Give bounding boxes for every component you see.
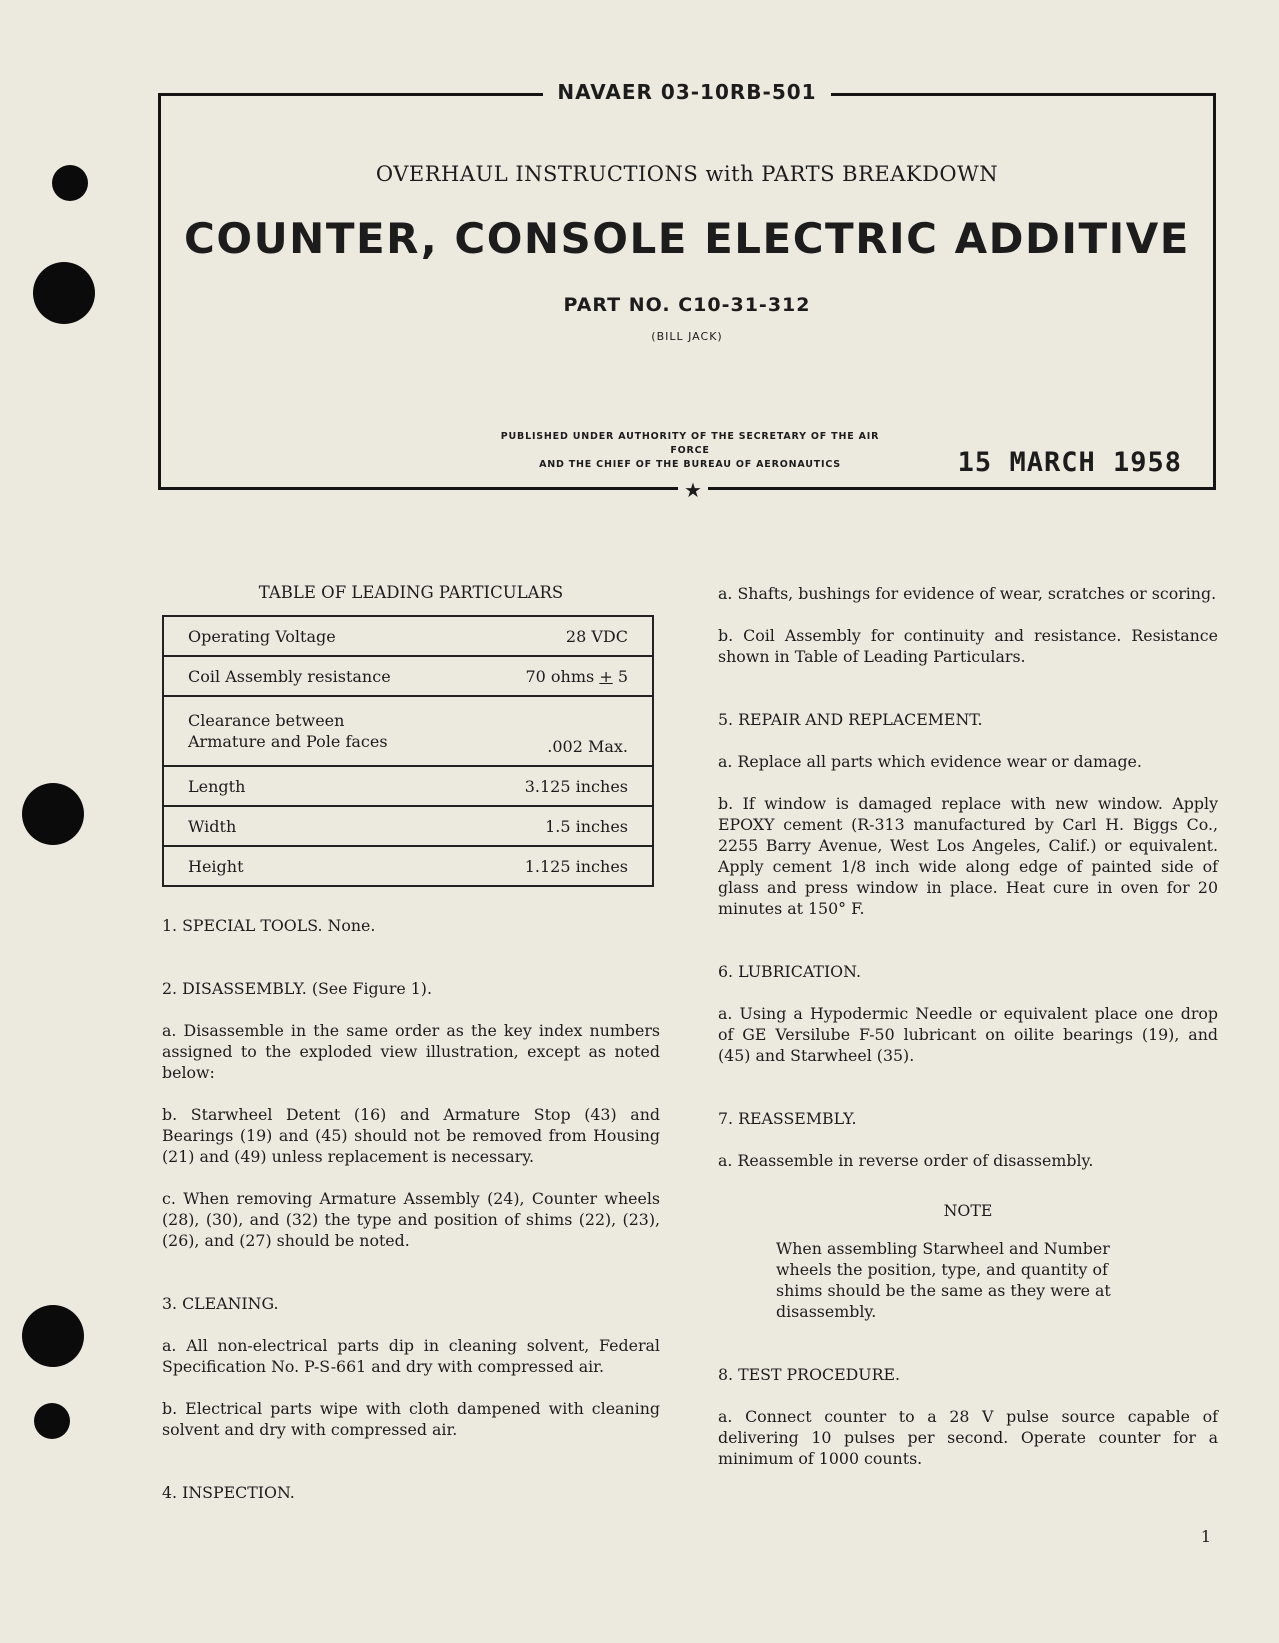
row-value: 1.5 inches <box>468 806 653 846</box>
doc-title: COUNTER, CONSOLE ELECTRIC ADDITIVE <box>184 214 1190 263</box>
paragraph: a. All non-electrical parts dip in cleaning solvent, Federal Specification No. P-S-661 and dry with compressed air. <box>162 1336 660 1376</box>
authority-line: PUBLISHED UNDER AUTHORITY OF THE SECRETARY OF THE AIR FORCE <box>500 431 880 456</box>
row-value: 28 VDC <box>468 616 653 656</box>
row-label: Height <box>163 846 468 886</box>
row-value: 3.125 inches <box>468 766 653 806</box>
paragraph: a. Replace all parts which evidence wear or damage. <box>718 752 1142 771</box>
left-column <box>162 583 660 1503</box>
row-label: Width <box>163 806 468 846</box>
punch-hole <box>34 1403 70 1439</box>
authority-line: AND THE CHIEF OF THE BUREAU OF AERONAUTICS <box>539 459 841 470</box>
row-value: .002 Max. <box>468 696 653 766</box>
table-title: TABLE OF LEADING PARTICULARS <box>258 583 564 602</box>
leading-particulars-table <box>162 615 654 887</box>
row-label: Operating Voltage <box>163 616 468 656</box>
paragraph: b. Electrical parts wipe with cloth dampened with cleaning solvent and dry with compressed air. <box>162 1399 660 1439</box>
table-row <box>163 656 653 696</box>
section-heading: 2. DISASSEMBLY. (See Figure 1). <box>162 979 432 998</box>
row-label: Clearance between Armature and Pole faces <box>163 696 468 766</box>
paragraph: a. Disassemble in the same order as the key index numbers assigned to the exploded view illustration, except as noted below: <box>162 1021 660 1082</box>
row-value: 70 ohms + 5 <box>468 656 653 696</box>
manufacturer: (BILL JACK) <box>651 330 723 343</box>
table-row <box>163 846 653 886</box>
row-label: Length <box>163 766 468 806</box>
paragraph: b. Starwheel Detent (16) and Armature Stop (43) and Bearings (19) and (45) should not be removed from Housing (21) and (49) unless replacement is necessary. <box>162 1105 660 1166</box>
paragraph: a. Using a Hypodermic Needle or equivalent place one drop of GE Versilube F-50 lubricant on oilite bearings (19), and (45) and Starwheel (35). <box>718 1004 1218 1065</box>
plus-minus-sign: + <box>599 666 613 686</box>
note-body: When assembling Starwheel and Number wheels the position, type, and quantity of shims should be the same as they were at disassembly. <box>776 1239 1111 1321</box>
table-row <box>163 766 653 806</box>
paragraph: a. Shafts, bushings for evidence of wear, scratches or scoring. <box>718 584 1217 603</box>
doc-subtitle: OVERHAUL INSTRUCTIONS with PARTS BREAKDOWN <box>375 162 999 186</box>
authority-statement <box>480 430 900 472</box>
section-heading: 4. INSPECTION. <box>162 1483 295 1502</box>
section-heading: 7. REASSEMBLY. <box>718 1109 857 1128</box>
publication-date: 15 MARCH 1958 <box>957 447 1182 478</box>
punch-hole <box>22 1305 84 1367</box>
section-heading: 1. SPECIAL TOOLS. None. <box>162 916 376 935</box>
paragraph: a. Reassemble in reverse order of disassembly. <box>718 1151 1094 1170</box>
section-heading: 3. CLEANING. <box>162 1294 279 1313</box>
note-heading: NOTE <box>943 1201 993 1220</box>
table-row <box>163 616 653 656</box>
paragraph: a. Connect counter to a 28 V pulse source capable of delivering 10 pulses per second. Operate counter for a minimum of 1000 counts. <box>718 1407 1218 1468</box>
right-column <box>718 583 1218 1469</box>
paragraph: b. If window is damaged replace with new window. Apply EPOXY cement (R-313 manufactured by Carl H. Biggs Co., 2255 Barry Avenue, West Los Angeles, Calif.) or equivalent. Apply cement 1/8 inch wide along edge of painted side of glass and press window in place. Heat cure in oven for 20 minutes at 150° F. <box>718 794 1218 918</box>
table-row <box>163 696 653 766</box>
paragraph: b. Coil Assembly for continuity and resistance. Resistance shown in Table of Leading Particulars. <box>718 626 1218 666</box>
paragraph: c. When removing Armature Assembly (24), Counter wheels (28), (30), and (32) the type and position of shims (22), (23), (26), and (27) should be noted. <box>162 1189 660 1250</box>
doc-number: NAVAER 03-10RB-501 <box>0 80 1279 104</box>
punch-hole <box>22 783 84 845</box>
row-label: Coil Assembly resistance <box>163 656 468 696</box>
section-heading: 6. LUBRICATION. <box>718 962 861 981</box>
part-number: PART NO. C10-31-312 <box>563 294 811 316</box>
row-value: 1.125 inches <box>468 846 653 886</box>
table-row <box>163 806 653 846</box>
section-heading: 5. REPAIR AND REPLACEMENT. <box>718 710 983 729</box>
star-icon: ★ <box>678 478 708 502</box>
section-heading: 8. TEST PROCEDURE. <box>718 1365 901 1384</box>
page-number: 1 <box>1200 1527 1211 1546</box>
